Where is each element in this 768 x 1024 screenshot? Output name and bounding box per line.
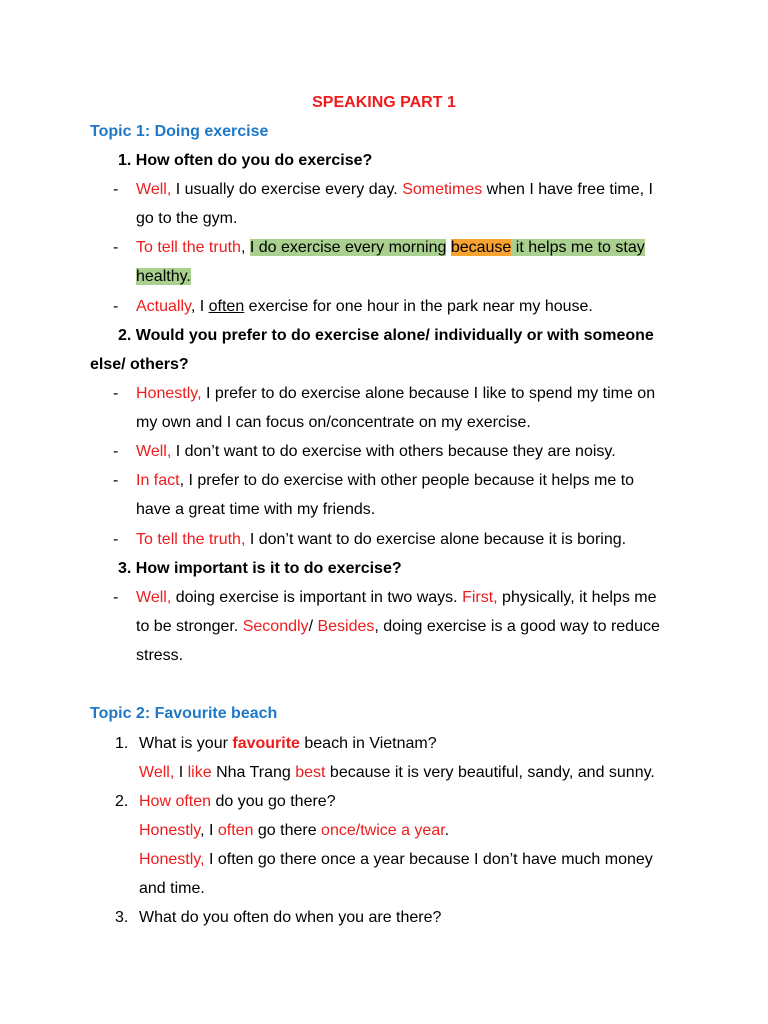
answer-text: I don’t want to do exercise with others because they are noisy. <box>171 443 616 460</box>
topic-1-question-2: 2. Would you prefer to do exercise alone/ individually or with someone <box>118 327 654 344</box>
answer-text: I often go there once a year because I don’t have much money <box>204 851 653 868</box>
bullet-dash: - <box>113 589 119 606</box>
answer-text: I usually do exercise every day. <box>171 181 403 198</box>
answer-line <box>136 441 616 463</box>
list-number: 1. <box>115 735 129 752</box>
highlighted-text: healthy. <box>136 268 191 285</box>
answer-line <box>136 208 237 230</box>
answer-keyword: best <box>295 764 326 781</box>
answer-keyword: like <box>187 764 212 781</box>
answer-line <box>136 383 655 405</box>
answer-connector: Honestly, <box>139 851 205 868</box>
answer-connector: Secondly <box>242 618 309 635</box>
answer-line <box>139 762 655 784</box>
question-keyword: How often <box>139 793 212 810</box>
topic-1-question-2-cont: else/ others? <box>90 356 189 373</box>
topic-1-question-3: 3. How important is it to do exercise? <box>118 560 402 577</box>
question-line <box>139 907 441 929</box>
bullet-dash: - <box>113 443 119 460</box>
answer-text: and time. <box>139 880 205 897</box>
question-keyword: favourite <box>232 735 300 752</box>
page-title: SPEAKING PART 1 <box>312 94 456 111</box>
answer-text: , I prefer to do exercise with other people because it helps me to <box>179 472 635 489</box>
answer-text: have a great time with my friends. <box>136 501 376 518</box>
topic-2-heading: Topic 2: Favourite beach <box>90 705 278 722</box>
answer-connector: Well, <box>136 443 172 460</box>
answer-text: to be stronger. <box>136 618 243 635</box>
answer-text: doing exercise is important in two ways. <box>171 589 463 606</box>
answer-text: exercise for one hour in the park near my house. <box>244 298 593 315</box>
answer-text: because it is very beautiful, sandy, and sunny. <box>325 764 655 781</box>
answer-text: I don’t want to do exercise alone because it is boring. <box>245 531 627 548</box>
answer-line <box>136 499 375 521</box>
question-line <box>139 733 437 755</box>
list-number: 2. <box>115 793 129 810</box>
bullet-dash: - <box>113 385 119 402</box>
underlined-word: often <box>208 298 245 315</box>
answer-line <box>136 529 626 551</box>
answer-connector: Sometimes <box>402 181 483 198</box>
answer-line <box>136 412 531 434</box>
answer-connector: Besides <box>317 618 375 635</box>
highlighted-text: it helps me to stay <box>511 239 645 256</box>
bullet-dash: - <box>113 472 119 489</box>
bullet-dash: - <box>113 181 119 198</box>
answer-text: , I <box>190 298 209 315</box>
answer-keyword: once/twice a year <box>321 822 445 839</box>
answer-connector: Actually <box>136 298 191 315</box>
answer-text: , <box>240 239 250 256</box>
topic-1-question-1: 1. How often do you do exercise? <box>118 152 373 169</box>
answer-text: . <box>444 822 450 839</box>
bullet-dash: - <box>113 531 119 548</box>
bullet-dash: - <box>113 298 119 315</box>
answer-connector: Honestly <box>139 822 201 839</box>
answer-line <box>136 237 645 259</box>
answer-text: go there <box>253 822 322 839</box>
answer-text: my own and I can focus on/concentrate on my exercise. <box>136 414 531 431</box>
answer-line <box>136 179 653 201</box>
answer-text: physically, it helps me <box>497 589 657 606</box>
answer-connector: Well, <box>136 589 172 606</box>
answer-connector: In fact <box>136 472 180 489</box>
answer-connector: To tell the truth <box>136 239 241 256</box>
answer-line <box>136 645 183 667</box>
answer-line <box>139 820 449 842</box>
answer-text: Nha Trang <box>211 764 296 781</box>
answer-line <box>136 296 593 318</box>
question-text: What do you often do when you are there? <box>139 909 442 926</box>
question-text: beach in Vietnam? <box>299 735 437 752</box>
answer-connector: Honestly, <box>136 385 202 402</box>
answer-text: , I <box>200 822 218 839</box>
question-line <box>139 791 336 813</box>
question-text: do you go there? <box>211 793 336 810</box>
answer-keyword: often <box>217 822 254 839</box>
answer-connector: To tell the truth, <box>136 531 246 548</box>
answer-line <box>136 587 656 609</box>
answer-text: stress. <box>136 647 184 664</box>
topic-1-heading: Topic 1: Doing exercise <box>90 123 269 140</box>
bullet-dash: - <box>113 239 119 256</box>
list-number: 3. <box>115 909 129 926</box>
answer-line <box>136 266 191 288</box>
answer-line <box>136 616 660 638</box>
highlighted-text: I do exercise every morning <box>249 239 447 256</box>
answer-text: , doing exercise is a good way to reduce <box>374 618 660 635</box>
answer-connector: First, <box>462 589 498 606</box>
question-text: What is your <box>139 735 233 752</box>
answer-text: I <box>174 764 188 781</box>
answer-connector: Well, <box>139 764 175 781</box>
answer-line <box>136 470 634 492</box>
answer-text: I prefer to do exercise alone because I like to spend my time on <box>201 385 656 402</box>
answer-connector: Well, <box>136 181 172 198</box>
answer-line <box>139 849 653 871</box>
answer-text: when I have free time, I <box>482 181 653 198</box>
answer-text: go to the gym. <box>136 210 238 227</box>
answer-line <box>139 878 205 900</box>
answer-text: / <box>308 618 318 635</box>
highlighted-connector: because <box>450 239 512 256</box>
